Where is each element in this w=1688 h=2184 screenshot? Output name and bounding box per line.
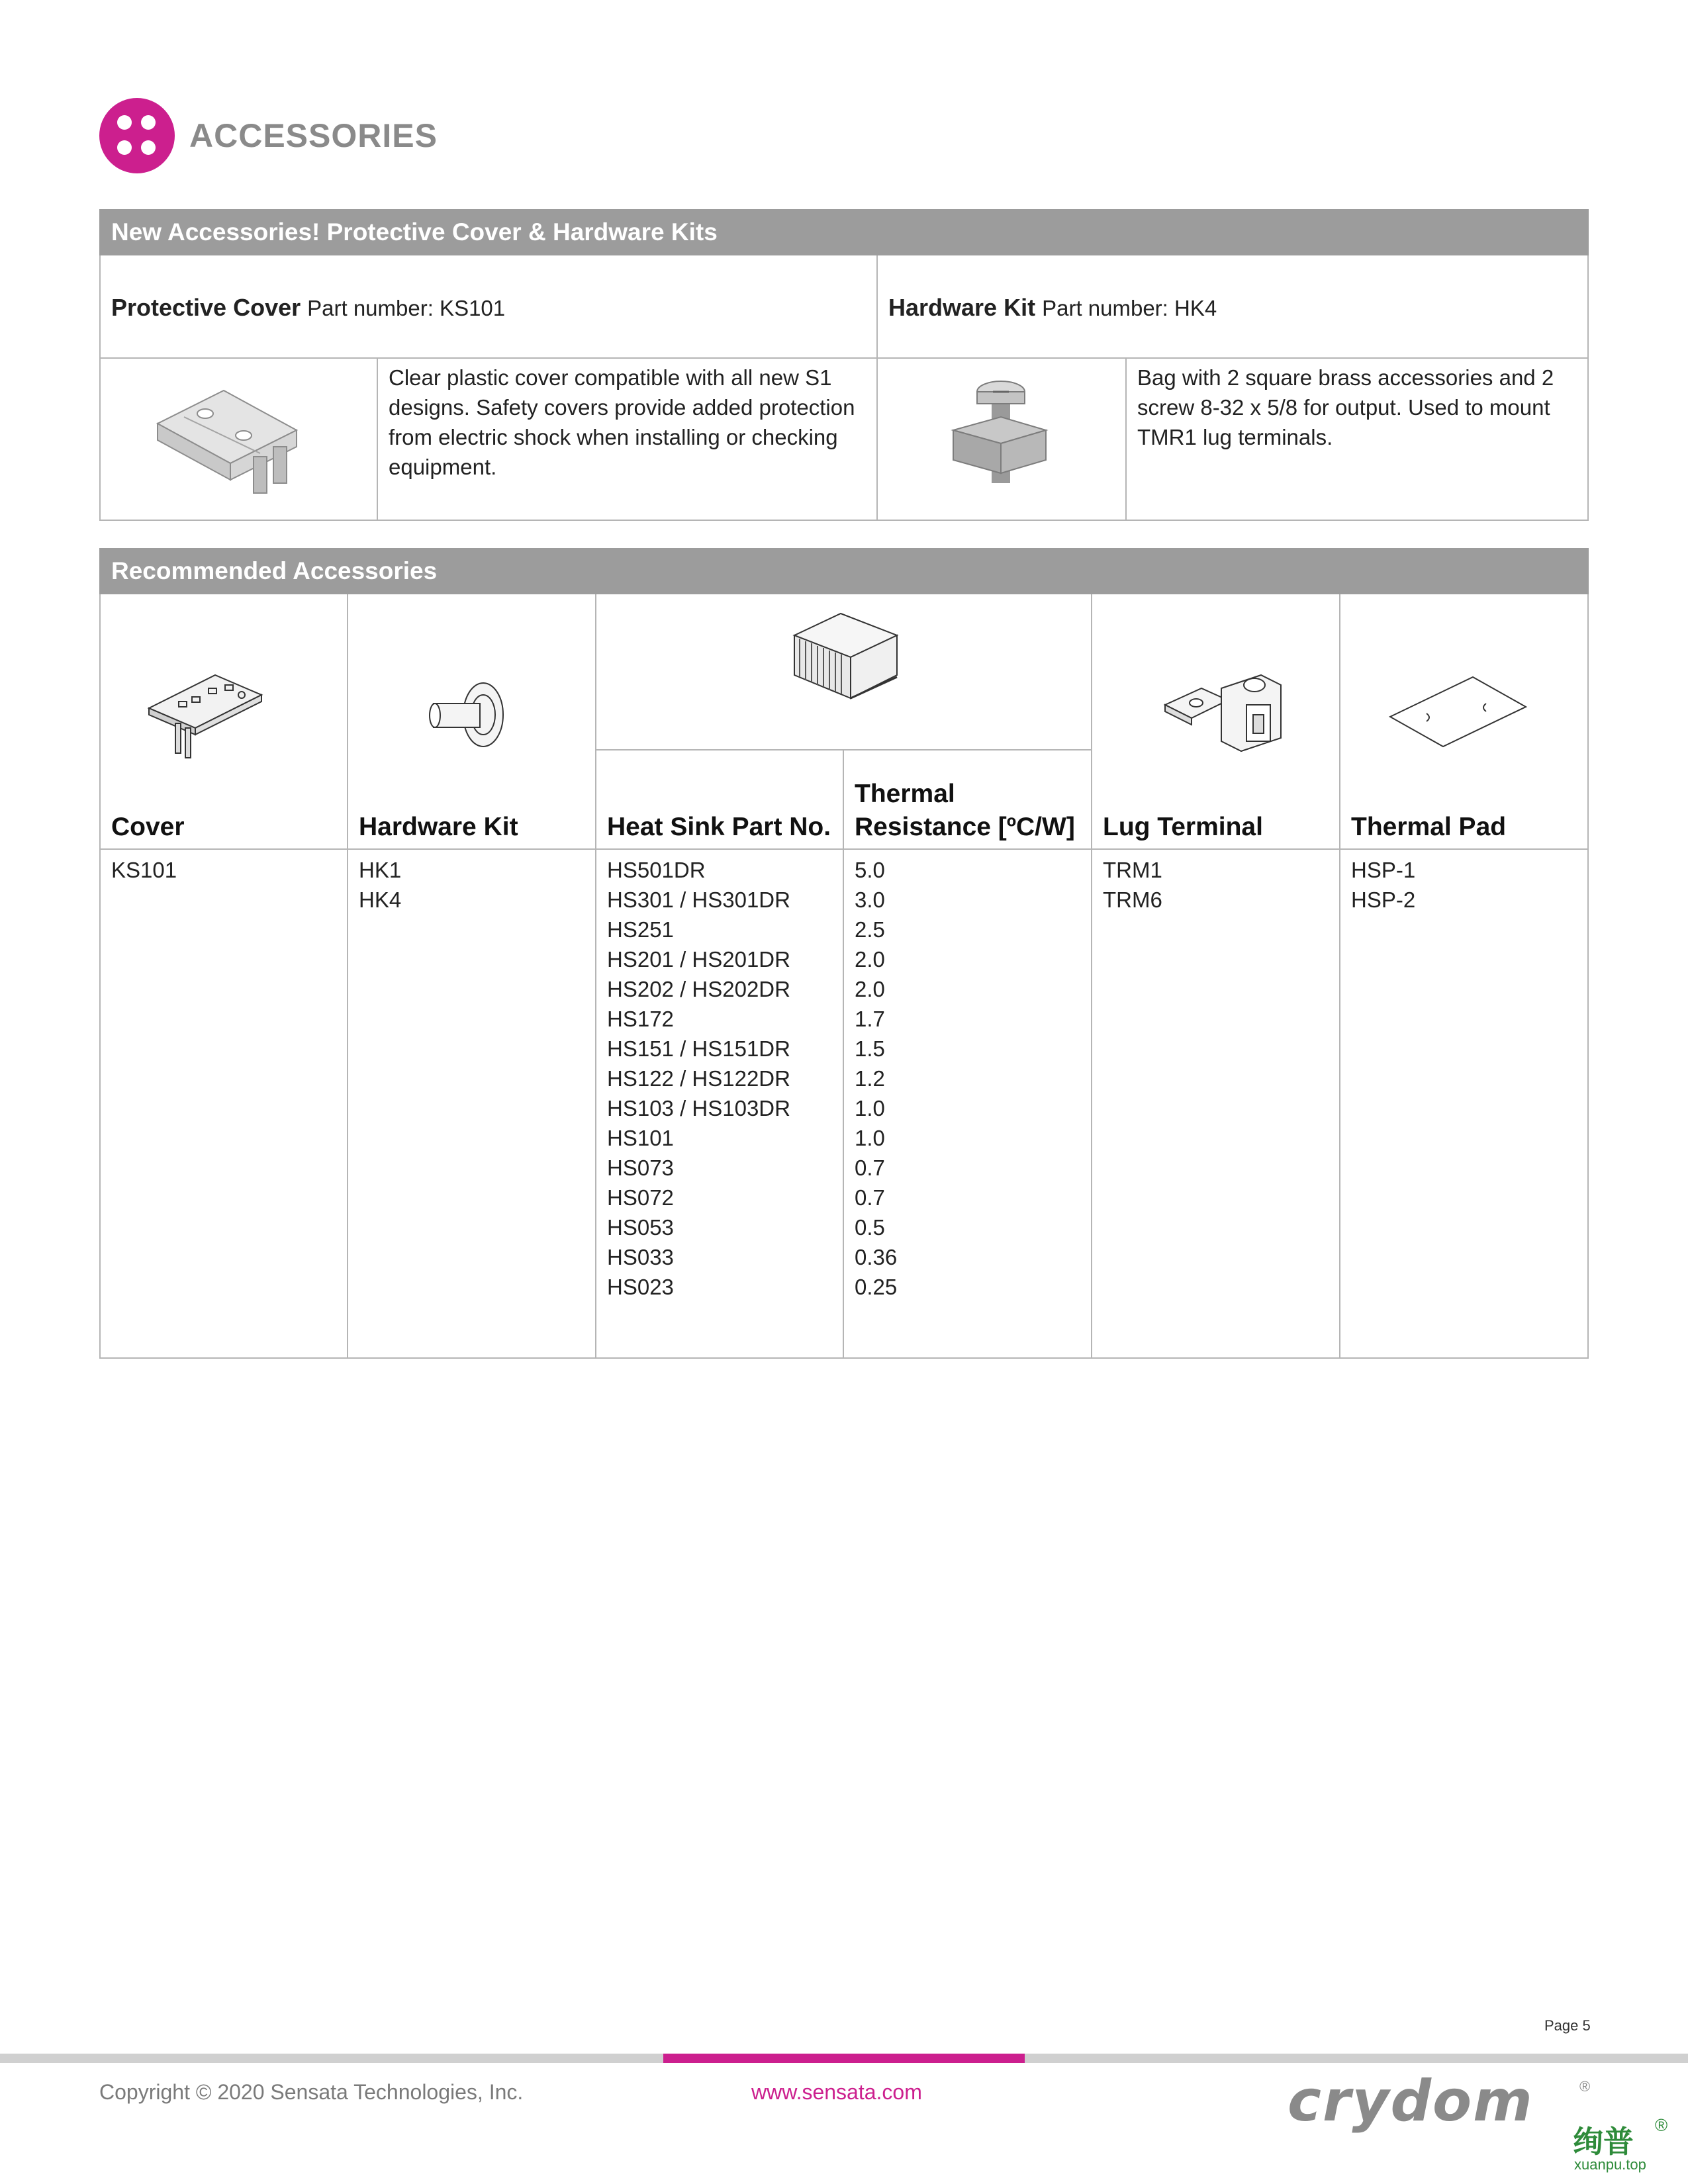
list-item: 0.36 <box>855 1245 898 1269</box>
thermal-resistance-list <box>855 855 897 1302</box>
accessories-dots-icon <box>99 98 175 173</box>
col-header-cover: Cover <box>111 813 185 841</box>
list-item: 1.0 <box>855 1096 885 1120</box>
list-item: HS053 <box>607 1215 674 1240</box>
list-item: 2.0 <box>855 977 885 1001</box>
thermal-pad-list <box>1351 855 1415 915</box>
lug-terminal-list <box>1103 855 1162 915</box>
protective-cover-heading: Protective Cover Part number: KS101 <box>111 294 506 321</box>
hardware-kit-list <box>359 855 401 915</box>
list-item: 2.0 <box>855 947 885 972</box>
list-item: HS033 <box>607 1245 674 1269</box>
list-item: HS251 <box>607 917 674 942</box>
list-item: TRM1 <box>1103 858 1162 882</box>
cover-image <box>146 665 265 764</box>
thermal-pad-image <box>1387 674 1529 760</box>
list-item: KS101 <box>111 858 177 882</box>
col-header-thermal-pad: Thermal Pad <box>1351 813 1507 841</box>
list-item: HS072 <box>607 1185 674 1210</box>
list-item: 2.5 <box>855 917 885 942</box>
list-item: HS103 / HS103DR <box>607 1096 790 1120</box>
list-item: HS501DR <box>607 858 706 882</box>
list-item: TRM6 <box>1103 887 1162 912</box>
list-item: HK4 <box>359 887 402 912</box>
hardware-kit-heading: Hardware Kit Part number: HK4 <box>888 294 1217 321</box>
list-item: HS023 <box>607 1275 674 1299</box>
list-item: HS172 <box>607 1007 674 1031</box>
col-header-lug-terminal: Lug Terminal <box>1103 813 1263 841</box>
col-header-heat-sink: Heat Sink Part No. <box>607 813 831 841</box>
hardware-kit-description: Bag with 2 square brass accessories and 2 screw 8-32 x 5/8 for output. Used to mount TMR1 lug terminals. <box>1137 365 1554 449</box>
list-item: HK1 <box>359 858 402 882</box>
heat-sink-list <box>607 855 790 1302</box>
list-item: HS151 / HS151DR <box>607 1036 790 1061</box>
list-item: 1.2 <box>855 1066 885 1091</box>
list-item: HSP-1 <box>1351 858 1416 882</box>
website-link[interactable]: www.sensata.com <box>751 2080 922 2104</box>
list-item: HS101 <box>607 1126 674 1150</box>
heat-sink-image <box>788 606 904 711</box>
list-item: 0.7 <box>855 1185 885 1210</box>
hardware-kit-image <box>940 377 1059 493</box>
new-accessories-title: New Accessories! Protective Cover & Hardware Kits <box>99 209 1589 255</box>
page-title: ACCESSORIES <box>189 117 438 154</box>
copyright-text: Copyright © 2020 Sensata Technologies, Inc. <box>99 2080 524 2104</box>
list-item: 1.0 <box>855 1126 885 1150</box>
hardware-kit-screw-image <box>427 678 513 758</box>
cover-list <box>111 855 177 885</box>
watermark-url: xuanpu.top <box>1574 2156 1646 2173</box>
list-item: 0.25 <box>855 1275 898 1299</box>
list-item: 0.5 <box>855 1215 885 1240</box>
protective-cover-description: Clear plastic cover compatible with all new S1 designs. Safety covers provide added protection from electric shock when installing or checking equipment. <box>389 365 855 479</box>
footer-accent-bar <box>663 2054 1025 2063</box>
col-header-hardware-kit: Hardware Kit <box>359 813 518 841</box>
crydom-logo: crydom <box>1288 2068 1534 2134</box>
brand-registered-mark: ® <box>1579 2078 1591 2095</box>
list-item: 5.0 <box>855 858 885 882</box>
list-item: 3.0 <box>855 887 885 912</box>
list-item: HSP-2 <box>1351 887 1416 912</box>
list-item: 0.7 <box>855 1156 885 1180</box>
watermark-registered-mark: ® <box>1655 2115 1668 2135</box>
list-item: HS202 / HS202DR <box>607 977 790 1001</box>
list-item: 1.5 <box>855 1036 885 1061</box>
watermark-logo: 绚普 <box>1573 2124 1634 2159</box>
col-header-thermal-resistance: Thermal Resistance [ºC/W] <box>855 780 1075 841</box>
list-item: HS201 / HS201DR <box>607 947 790 972</box>
list-item: 1.7 <box>855 1007 885 1031</box>
recommended-accessories-title: Recommended Accessories <box>99 548 1589 594</box>
list-item: HS301 / HS301DR <box>607 887 790 912</box>
list-item: HS122 / HS122DR <box>607 1066 790 1091</box>
list-item: HS073 <box>607 1156 674 1180</box>
protective-cover-image <box>144 377 303 503</box>
page-number: Page 5 <box>1544 2017 1591 2034</box>
lug-terminal-image <box>1162 668 1288 761</box>
